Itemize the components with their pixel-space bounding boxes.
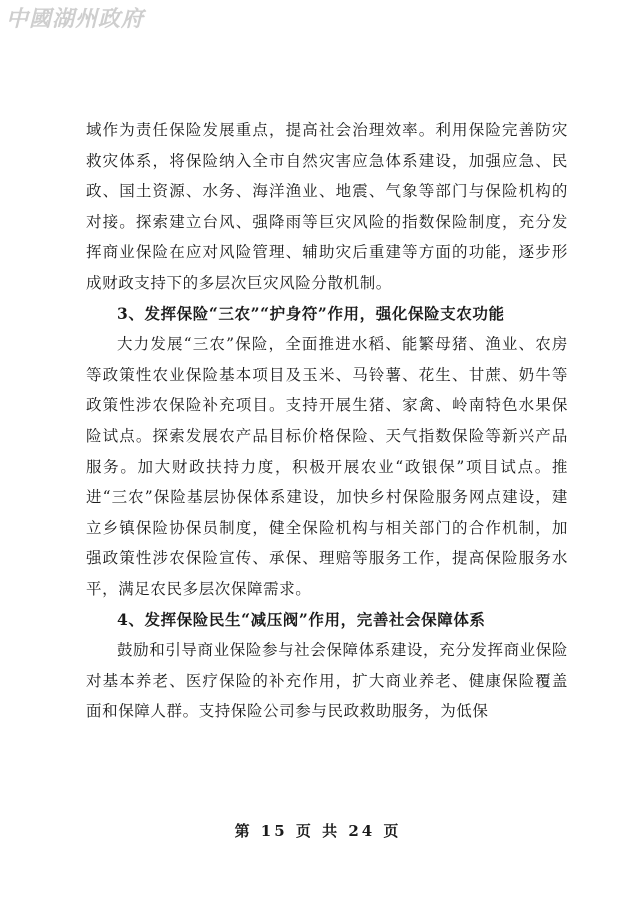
- paragraph-social-security: 鼓励和引导商业保险参与社会保障体系建设，充分发挥商业保险对基本养老、医疗保险的补充作用，扩大商业养老、健康保险覆盖面和保障人群。支持保险公司参与民政救助服务，为低保: [86, 641, 568, 721]
- page-number-footer: 第 15 页 共 24 页: [234, 822, 402, 840]
- paragraph-disaster-insurance: 域作为责任保险发展重点，提高社会治理效率。利用保险完善防灾救灾体系，将保险纳入全市自然灾害应急体系建设，加强应急、民政、国土资源、水务、海洋渔业、地震、气象等部门与保险机构的对接。探索建立台风、强降雨等巨灾风险的指数保险制度，充分发挥商业保险在应对风险管理、辅助灾后重建等方面的功能，逐步形成财政支持下的多层次巨灾风险分散机制。: [86, 121, 568, 292]
- section-heading-3: 3、发挥保险“三农”“护身符”作用，强化保险支农功能: [117, 303, 505, 323]
- paragraph-agri-insurance: 大力发展“三农”保险，全面推进水稻、能繁母猪、渔业、农房等政策性农业保险基本项目及玉米、马铃薯、花生、甘蔗、奶牛等政策性涉农保险补充项目。支持开展生猪、家禽、岭南特色水果保险试点。探索发展农产品目标价格保险、天气指数保险等新兴产品服务。加大财政扶持力度，积极开展农业“政银保”项目试点。推进“三农”保险基层协保体系建设，加快乡村保险服务网点建设，建立乡镇保险协保员制度，健全保险机构与相关部门的合作机制，加强政策性涉农保险宣传、承保、理赔等服务工作，提高保险服务水平，满足农民多层次保障需求。: [86, 335, 568, 598]
- document-body: [86, 115, 568, 727]
- section-heading-4: 4、发挥保险民生“减压阀”作用，完善社会保障体系: [117, 609, 486, 629]
- site-watermark: 中國湖州政府: [6, 6, 145, 32]
